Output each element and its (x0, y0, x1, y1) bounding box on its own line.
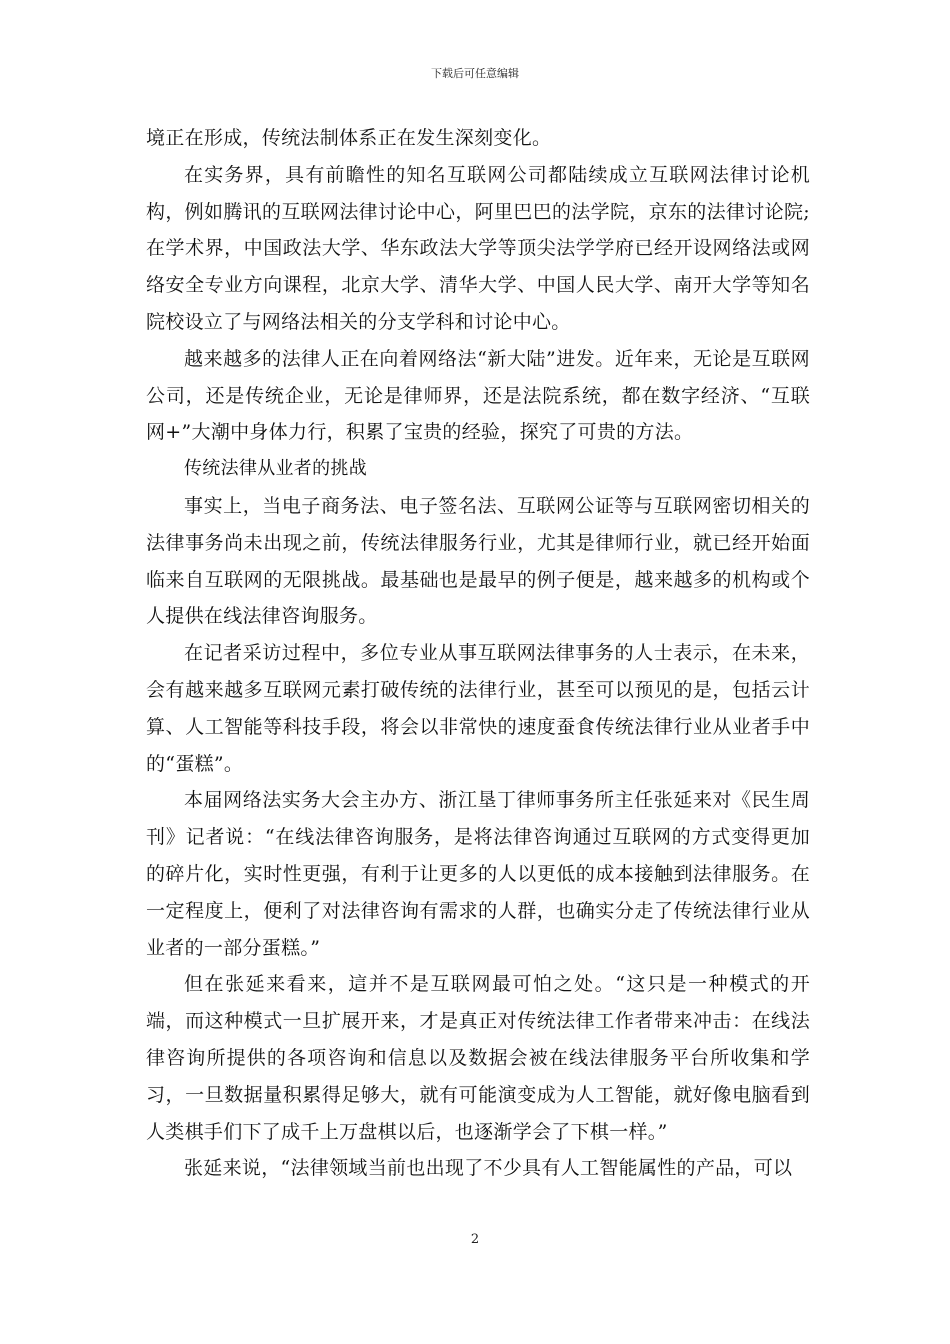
paragraph-ai-threat: 但在张延来看来，這并不是互联网最可怕之处。“这只是一种模式的开端，而这种模式一旦扩展开来，才是真正对传统法律工作者带来冲击：在线法律咨询所提供的各项咨询和信息以及数据会被在线法律服务平台所收集和学习，一旦数据量积累得足够大，就有可能演变成为人工智能，就好像电脑看到人类棋手们下了成千上万盘棋以后，也逐渐学会了下棋一样。” (146, 973, 810, 1143)
paragraph-interview: 在记者采访过程中，多位专业从事互联网法律事务的人士表示，在未来，会有越来越多互联网元素打破传统的法律行业，甚至可以预见的是，包括云计算、人工智能等科技手段，将会以非常快的速度蚕食传统法律行业从业者手中的“蛋糕”。 (146, 642, 810, 775)
paragraph-ai-products: 张延来说，“法律领域当前也出现了不少具有人工智能属性的产品，可以 (184, 1157, 793, 1180)
paragraph-continuation: 境正在形成，传统法制体系正在发生深刻变化。 (146, 127, 552, 149)
paragraph-conference-quote: 本届网络法实务大会主办方、浙江垦丁律师事务所主任张延来对《民生周刊》记者说：“在线法律咨询服务，是将法律咨询通过互联网的方式变得更加的碎片化，实时性更强，有利于让更多的人以更低的成本接触到法律服务。在一定程度上，便利了对法律咨询有需求的人群，也确实分走了传统法律行业从业者的一部分蛋糕。” (146, 789, 810, 959)
page-header: 下载后可任意编辑 (431, 67, 519, 80)
paragraph-online-consulting: 事实上，当电子商务法、电子签名法、互联网公证等与互联网密切相关的法律事务尚未出现之前，传统法律服务行业，尤其是律师行业，就已经开始面临来自互联网的无限挑战。最基础也是最早的例子便是，越来越多的机构或个人提供在线法律咨询服务。 (146, 494, 810, 628)
document-body (146, 120, 810, 1187)
section-heading: 传统法律从业者的挑战 (184, 458, 367, 480)
paragraph-practice-field: 在实务界，具有前瞻性的知名互联网公司都陆续成立互联网法律讨论机构，例如腾讯的互联网法律讨论中心，阿里巴巴的法学院，京东的法律讨论院;在学术界，中国政法大学、华东政法大学等顶尖法学学府已经开设网络法或网络安全专业方向课程，北京大学、清华大学、中国人民大学、南开大学等知名院校设立了与网络法相关的分支学科和讨论中心。 (146, 163, 810, 333)
paragraph-new-continent: 越来越多的法律人正在向着网络法“新大陆”进发。近年来，无论是互联网公司，还是传统企业，无论是律师界，还是法院系统，都在数字经济、“互联网+”大潮中身体力行，积累了宝贵的经验，探究了可贵的方法。 (146, 347, 810, 444)
page-number: 2 (470, 1232, 480, 1247)
